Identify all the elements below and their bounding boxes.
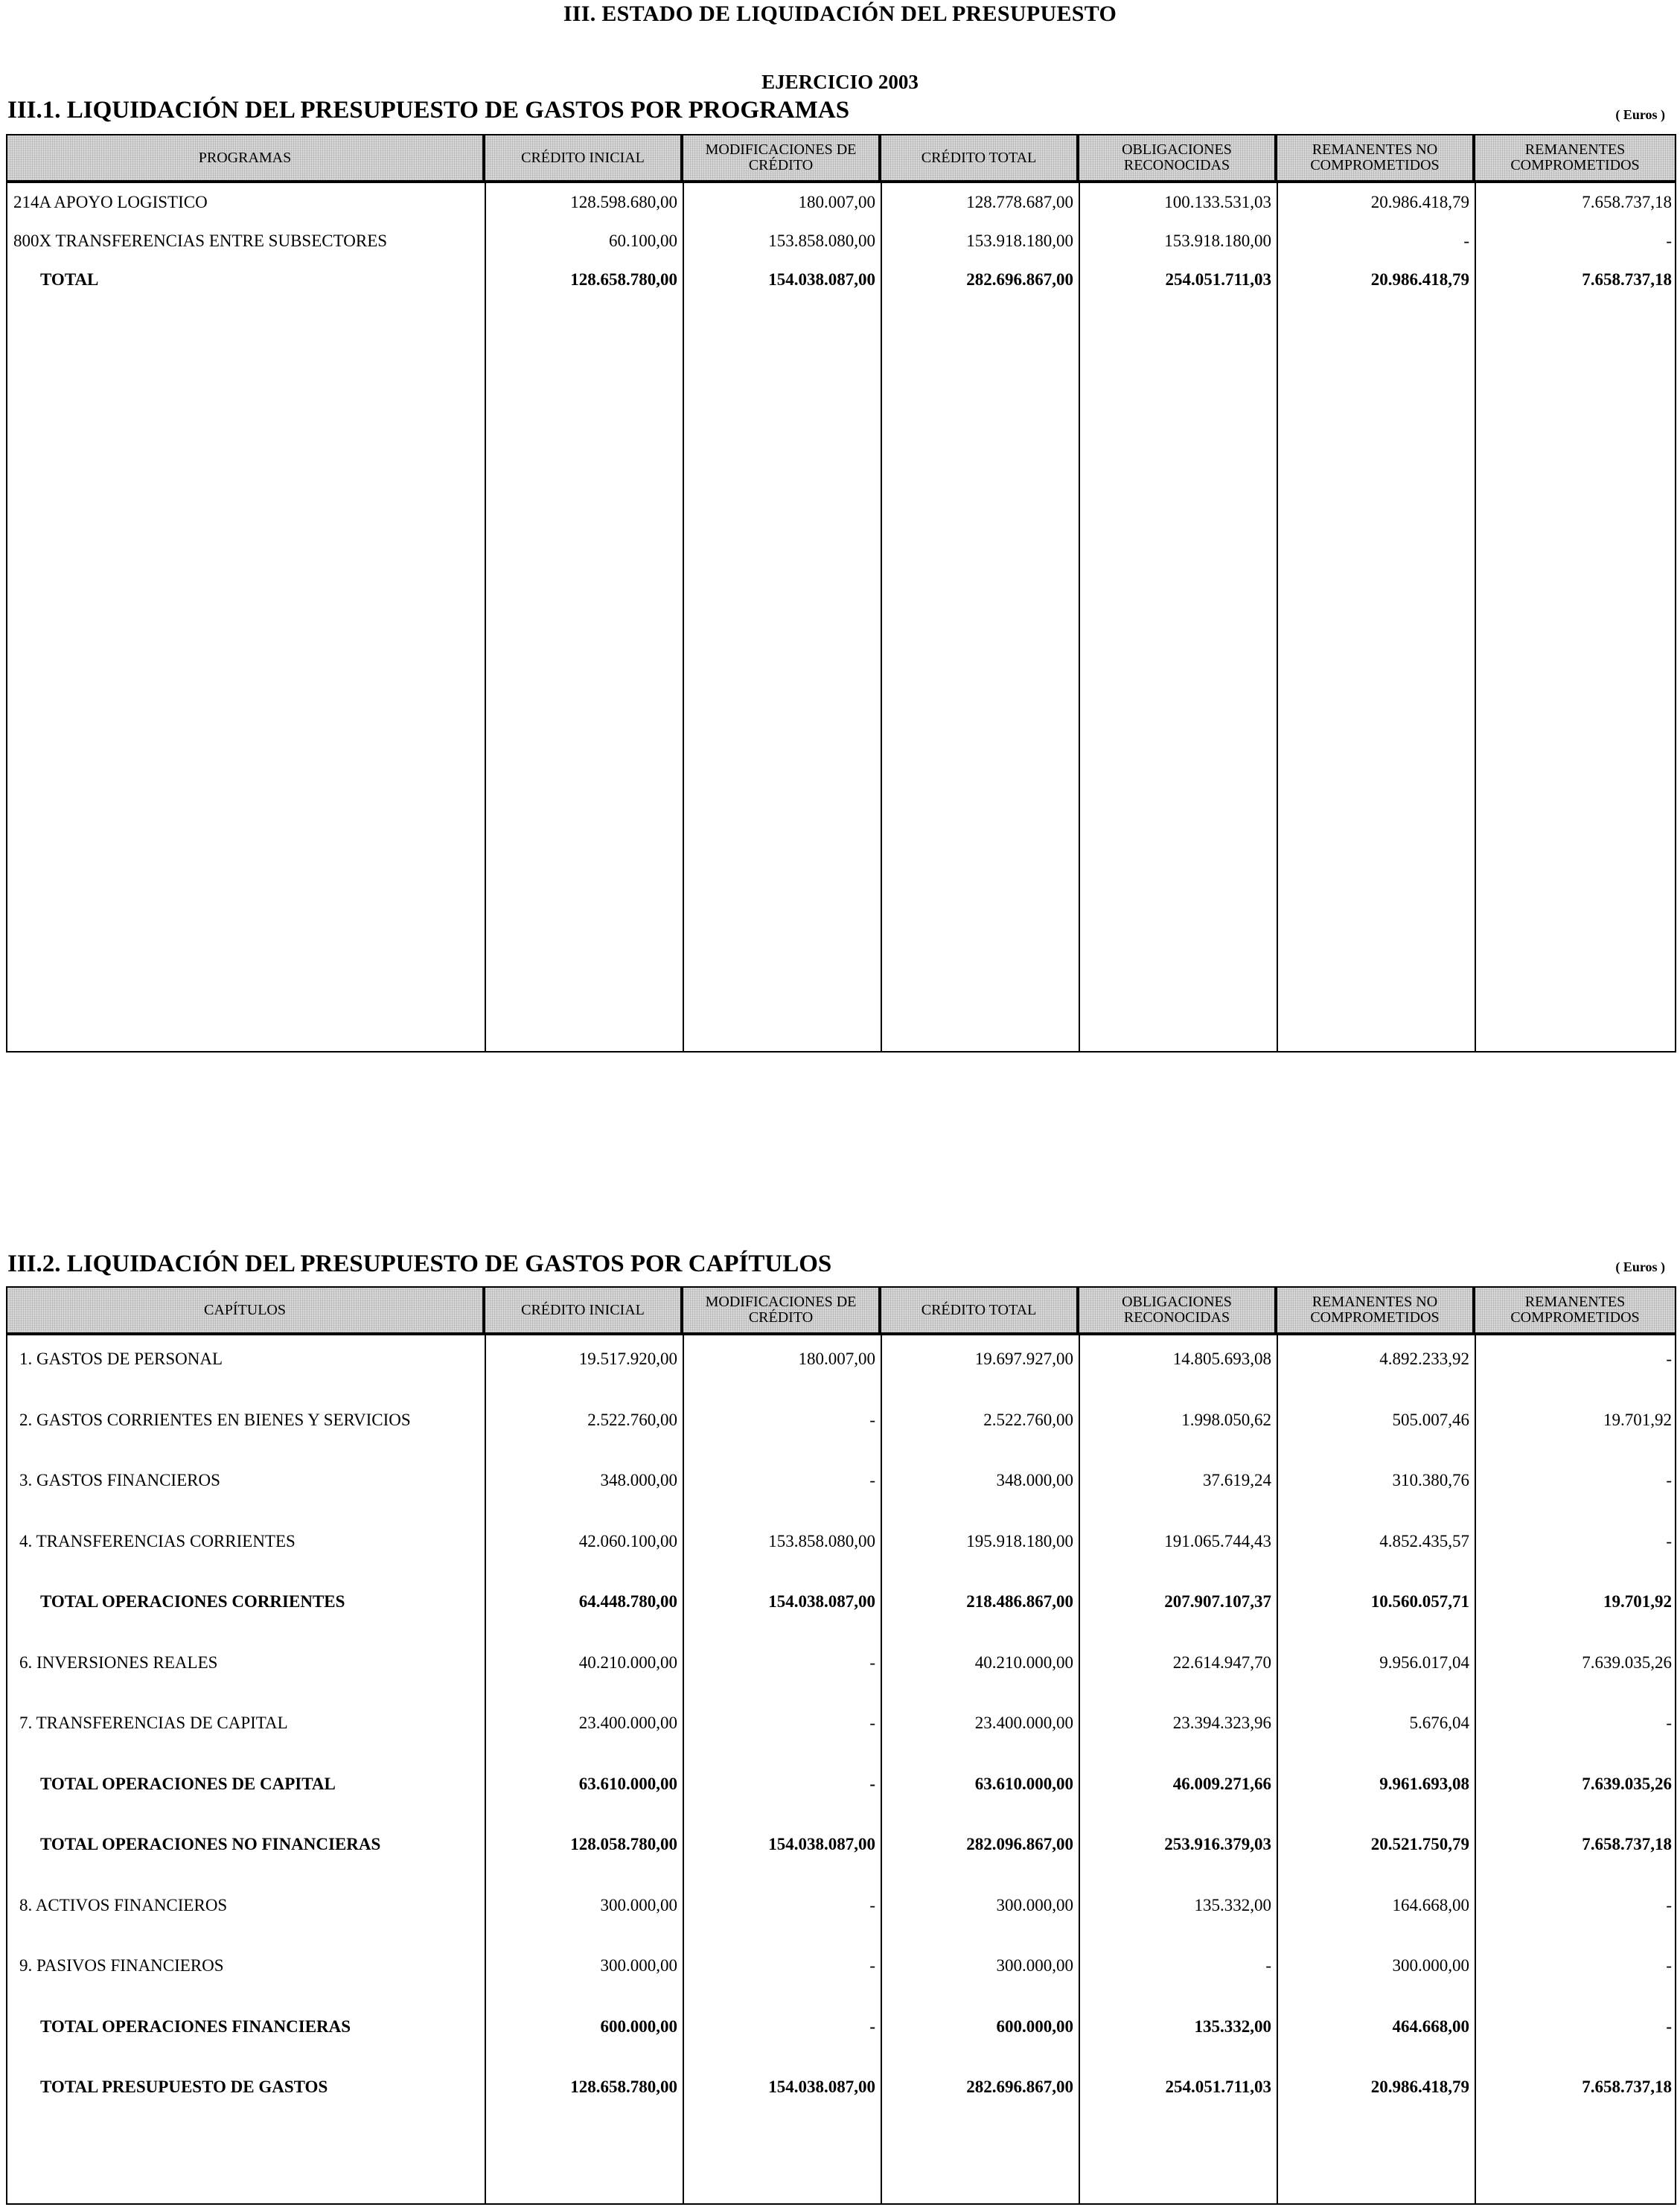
row-label: 9. PASIVOS FINANCIEROS	[19, 1956, 224, 1975]
cell-remanentes-comprometidos: -	[1666, 1713, 1672, 1732]
cell-remanentes-no-comprometidos: 20.986.418,79	[1370, 2077, 1469, 2096]
cell-remanentes-comprometidos: -	[1666, 231, 1672, 250]
cell-modificaciones-credito: 180.007,00	[798, 193, 875, 211]
fiscal-year: EJERCICIO 2003	[761, 71, 919, 93]
cell-remanentes-no-comprometidos: 20.986.418,79	[1370, 270, 1469, 289]
cell-credito-inicial: 300.000,00	[600, 1956, 677, 1975]
header-remanentes-no-comprometidos: REMANENTES NO COMPROMETIDOS	[1276, 1286, 1474, 1334]
header-credito-total: CRÉDITO TOTAL	[880, 134, 1078, 182]
row-label: 1. GASTOS DE PERSONAL	[19, 1350, 223, 1368]
header-remanentes-comprometidos: REMANENTES COMPROMETIDOS	[1474, 134, 1676, 182]
cell-remanentes-comprometidos: 7.658.737,18	[1582, 270, 1672, 289]
table-row	[7, 1527, 1678, 1556]
cell-credito-inicial: 600.000,00	[600, 2016, 677, 2036]
cell-remanentes-comprometidos: 19.701,92	[1603, 1592, 1672, 1611]
row-label: 8. ACTIVOS FINANCIEROS	[19, 1895, 228, 1914]
header-programas: PROGRAMAS	[6, 134, 484, 182]
cell-credito-total: 195.918.180,00	[966, 1531, 1073, 1550]
row-label: 7. TRANSFERENCIAS DE CAPITAL	[19, 1713, 288, 1732]
cell-modificaciones-credito: 154.038.087,00	[768, 1592, 875, 1611]
cell-modificaciones-credito: 154.038.087,00	[768, 1835, 875, 1853]
cell-credito-inicial: 19.517.920,00	[578, 1350, 677, 1368]
cell-credito-inicial: 64.448.780,00	[578, 1592, 677, 1611]
cell-credito-total: 2.522.760,00	[983, 1410, 1073, 1429]
cell-remanentes-no-comprometidos: 20.986.418,79	[1370, 193, 1469, 211]
cell-obligaciones-reconocidas: 46.009.271,66	[1172, 1774, 1271, 1793]
cell-credito-total: 63.610.000,00	[974, 1774, 1073, 1793]
cell-credito-total: 19.697.927,00	[974, 1350, 1073, 1368]
cell-credito-total: 600.000,00	[996, 2016, 1073, 2036]
header-obligaciones-reconocidas: OBLIGACIONES RECONOCIDAS	[1078, 134, 1276, 182]
cell-credito-inicial: 348.000,00	[600, 1471, 677, 1489]
cell-credito-total: 153.918.180,00	[966, 231, 1073, 250]
cell-credito-inicial: 23.400.000,00	[578, 1713, 677, 1732]
table-row	[7, 265, 1678, 295]
cell-remanentes-comprometidos: -	[1666, 1350, 1672, 1368]
section-2-units: ( Euros )	[1615, 1259, 1665, 1274]
header-remanentes-comprometidos: REMANENTES COMPROMETIDOS	[1474, 1286, 1676, 1334]
cell-credito-total: 282.096.867,00	[966, 1835, 1073, 1853]
table-row	[7, 226, 1678, 256]
cell-remanentes-no-comprometidos: 5.676,04	[1409, 1713, 1469, 1732]
cell-modificaciones-credito: -	[869, 1652, 875, 1672]
cell-remanentes-comprometidos: 7.658.737,18	[1582, 2077, 1672, 2096]
column-divider	[1277, 183, 1278, 1051]
row-label: TOTAL OPERACIONES FINANCIERAS	[40, 2016, 351, 2036]
row-label: 3. GASTOS FINANCIEROS	[19, 1471, 220, 1489]
cell-obligaciones-reconocidas: 191.065.744,43	[1164, 1531, 1271, 1550]
header-modificaciones-credito: MODIFICACIONES DE CRÉDITO	[682, 134, 880, 182]
cell-credito-total: 23.400.000,00	[974, 1713, 1073, 1732]
header-obligaciones-reconocidas: OBLIGACIONES RECONOCIDAS	[1078, 1286, 1276, 1334]
table-row	[7, 1891, 1678, 1920]
cell-remanentes-comprometidos: -	[1666, 2016, 1672, 2036]
column-divider	[485, 183, 486, 1051]
cell-obligaciones-reconocidas: 37.619,24	[1203, 1471, 1271, 1489]
cell-credito-inicial: 2.522.760,00	[587, 1410, 677, 1429]
row-label: TOTAL OPERACIONES CORRIENTES	[40, 1592, 345, 1611]
cell-credito-total: 300.000,00	[996, 1895, 1073, 1914]
cell-modificaciones-credito: -	[869, 1774, 875, 1793]
header-credito-inicial: CRÉDITO INICIAL	[484, 134, 682, 182]
header-capitulos: CAPÍTULOS	[6, 1286, 484, 1334]
cell-modificaciones-credito: -	[869, 1713, 875, 1732]
cell-obligaciones-reconocidas: -	[1265, 1956, 1271, 1975]
cell-obligaciones-reconocidas: 23.394.323,96	[1172, 1713, 1271, 1732]
cell-credito-inicial: 60.100,00	[609, 231, 677, 250]
section-1-title: III.1. LIQUIDACIÓN DEL PRESUPUESTO DE GASTOS POR PROGRAMAS	[7, 97, 850, 124]
cell-credito-total: 128.778.687,00	[966, 193, 1073, 211]
header-credito-total: CRÉDITO TOTAL	[880, 1286, 1078, 1334]
cell-credito-total: 282.696.867,00	[966, 270, 1073, 289]
cell-modificaciones-credito: -	[869, 1471, 875, 1489]
row-label: TOTAL OPERACIONES DE CAPITAL	[40, 1774, 336, 1793]
cell-remanentes-no-comprometidos: 164.668,00	[1392, 1895, 1469, 1914]
row-label: 800X TRANSFERENCIAS ENTRE SUBSECTORES	[13, 231, 388, 250]
table-row	[7, 1708, 1678, 1738]
cell-modificaciones-credito: 154.038.087,00	[768, 2077, 875, 2096]
cell-obligaciones-reconocidas: 135.332,00	[1194, 2016, 1271, 2036]
cell-modificaciones-credito: -	[869, 1895, 875, 1914]
cell-credito-inicial: 128.658.780,00	[570, 270, 677, 289]
cell-credito-inicial: 42.060.100,00	[578, 1531, 677, 1550]
cell-credito-total: 40.210.000,00	[974, 1652, 1073, 1672]
cell-credito-total: 282.696.867,00	[966, 2077, 1073, 2096]
cell-modificaciones-credito: -	[869, 1956, 875, 1975]
cell-remanentes-comprometidos: -	[1666, 1956, 1672, 1975]
cell-credito-inicial: 128.598.680,00	[570, 193, 677, 211]
header-remanentes-no-comprometidos: REMANENTES NO COMPROMETIDOS	[1276, 134, 1474, 182]
cell-obligaciones-reconocidas: 253.916.379,03	[1164, 1835, 1271, 1853]
cell-remanentes-comprometidos: -	[1666, 1895, 1672, 1914]
table-row	[7, 2012, 1678, 2042]
cell-remanentes-no-comprometidos: 20.521.750,79	[1370, 1835, 1469, 1853]
cell-obligaciones-reconocidas: 14.805.693,08	[1172, 1350, 1271, 1368]
column-divider	[1475, 183, 1476, 1051]
page-title: III. ESTADO DE LIQUIDACIÓN DEL PRESUPUESTO	[563, 1, 1117, 26]
cell-credito-total: 218.486.867,00	[966, 1592, 1073, 1611]
table-row	[7, 1587, 1678, 1617]
programas-table-header	[6, 134, 1676, 182]
cell-remanentes-no-comprometidos: 300.000,00	[1392, 1956, 1469, 1975]
capitulos-table-header	[6, 1286, 1676, 1334]
section-1-units: ( Euros )	[1615, 107, 1665, 122]
cell-remanentes-comprometidos: 7.658.737,18	[1582, 193, 1672, 211]
cell-remanentes-no-comprometidos: 4.852.435,57	[1379, 1531, 1469, 1550]
table-row	[7, 1830, 1678, 1859]
cell-remanentes-no-comprometidos: 505.007,46	[1392, 1410, 1469, 1429]
column-divider	[683, 183, 684, 1051]
cell-remanentes-comprometidos: -	[1666, 1471, 1672, 1489]
row-label: TOTAL OPERACIONES NO FINANCIERAS	[40, 1835, 381, 1853]
table-row	[7, 1344, 1678, 1374]
cell-obligaciones-reconocidas: 153.918.180,00	[1164, 231, 1271, 250]
cell-obligaciones-reconocidas: 22.614.947,70	[1172, 1652, 1271, 1672]
cell-modificaciones-credito: 180.007,00	[798, 1350, 875, 1368]
cell-remanentes-no-comprometidos: 4.892.233,92	[1379, 1350, 1469, 1368]
table-row	[7, 188, 1678, 217]
cell-obligaciones-reconocidas: 135.332,00	[1194, 1895, 1271, 1914]
row-label: 4. TRANSFERENCIAS CORRIENTES	[19, 1531, 296, 1550]
cell-remanentes-no-comprometidos: 464.668,00	[1392, 2016, 1469, 2036]
programas-table-body	[6, 182, 1676, 1053]
table-row	[7, 1951, 1678, 1981]
cell-remanentes-no-comprometidos: 9.961.693,08	[1379, 1774, 1469, 1793]
cell-remanentes-comprometidos: -	[1666, 1531, 1672, 1550]
table-row	[7, 2072, 1678, 2102]
cell-remanentes-no-comprometidos: 10.560.057,71	[1370, 1592, 1469, 1611]
cell-credito-inicial: 128.058.780,00	[570, 1835, 677, 1853]
cell-remanentes-no-comprometidos: -	[1463, 231, 1469, 250]
cell-credito-inicial: 63.610.000,00	[578, 1774, 677, 1793]
cell-modificaciones-credito: 154.038.087,00	[768, 270, 875, 289]
cell-remanentes-no-comprometidos: 9.956.017,04	[1379, 1652, 1469, 1672]
cell-modificaciones-credito: 153.858.080,00	[768, 231, 875, 250]
cell-remanentes-comprometidos: 7.658.737,18	[1582, 1835, 1672, 1853]
row-label: 2. GASTOS CORRIENTES EN BIENES Y SERVICIOS	[19, 1410, 411, 1429]
column-divider	[881, 183, 882, 1051]
header-modificaciones-credito: MODIFICACIONES DE CRÉDITO	[682, 1286, 880, 1334]
cell-remanentes-comprometidos: 19.701,92	[1603, 1410, 1672, 1429]
header-credito-inicial: CRÉDITO INICIAL	[484, 1286, 682, 1334]
cell-obligaciones-reconocidas: 254.051.711,03	[1165, 270, 1271, 289]
cell-modificaciones-credito: -	[869, 2016, 875, 2036]
section-2-title: III.2. LIQUIDACIÓN DEL PRESUPUESTO DE GASTOS POR CAPÍTULOS	[7, 1251, 832, 1277]
table-row	[7, 1648, 1678, 1678]
row-label: 6. INVERSIONES REALES	[19, 1652, 218, 1672]
cell-obligaciones-reconocidas: 100.133.531,03	[1164, 193, 1271, 211]
row-label: 214A APOYO LOGISTICO	[13, 193, 208, 211]
table-row	[7, 1466, 1678, 1495]
cell-modificaciones-credito: 153.858.080,00	[768, 1531, 875, 1550]
table-row	[7, 1405, 1678, 1435]
cell-obligaciones-reconocidas: 1.998.050,62	[1181, 1410, 1271, 1429]
cell-remanentes-no-comprometidos: 310.380,76	[1392, 1471, 1469, 1489]
cell-obligaciones-reconocidas: 207.907.107,37	[1164, 1592, 1271, 1611]
column-divider	[1079, 183, 1080, 1051]
cell-credito-inicial: 128.658.780,00	[570, 2077, 677, 2096]
cell-credito-inicial: 40.210.000,00	[578, 1652, 677, 1672]
cell-remanentes-comprometidos: 7.639.035,26	[1582, 1774, 1672, 1793]
cell-modificaciones-credito: -	[869, 1410, 875, 1429]
cell-credito-inicial: 300.000,00	[600, 1895, 677, 1914]
cell-credito-total: 300.000,00	[996, 1956, 1073, 1975]
capitulos-table-body	[6, 1334, 1676, 2205]
cell-remanentes-comprometidos: 7.639.035,26	[1582, 1652, 1672, 1672]
row-label: TOTAL PRESUPUESTO DE GASTOS	[40, 2077, 328, 2096]
cell-credito-total: 348.000,00	[996, 1471, 1073, 1489]
row-label: TOTAL	[40, 270, 99, 289]
cell-obligaciones-reconocidas: 254.051.711,03	[1165, 2077, 1271, 2096]
table-row	[7, 1769, 1678, 1799]
